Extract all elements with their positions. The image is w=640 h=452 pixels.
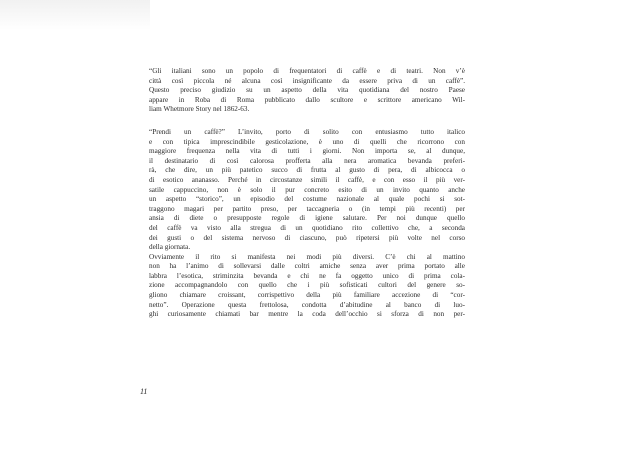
text-line: ansia di diete o presupposte regole di igiene salutare. Per noi dunque quello [149, 214, 465, 223]
text-line: di esotico ananasso. Perché in circostanze simili il caffè, e con esso il più ver- [149, 175, 465, 184]
page-number: 11 [140, 387, 148, 396]
text-line: della giornata. [149, 243, 191, 252]
text-line: satile cappuccino, non è solo il pur concreto esito di un invito quanto anche [149, 185, 465, 194]
body-text [140, 67, 465, 320]
text-line: gliono chiamare croissant, corrispettivo della più familiare accezione di “cor- [149, 291, 465, 300]
text-line: e con tipica imprescindibile gesticolazione, è uno di quelli che ricorrono con [149, 137, 465, 146]
paragraph-spacer [140, 115, 465, 128]
paragraph-2 [140, 128, 465, 253]
text-line: traggono magari per partito preso, per taccagneria o (in tempi più recenti) per [149, 204, 465, 213]
text-line: ghi curiosamente chiamati bar mentre la coda dell’occhio si sforza di non per- [149, 310, 465, 319]
paragraph-3 [140, 253, 465, 320]
scan-smudge [0, 0, 150, 30]
text-line: Ovviamente il rito si manifesta nei modi più diversi. C’è chi al mattino [149, 252, 465, 261]
text-line: del caffè va visto alla stregua di un quotidiano rito collettivo che, a seconda [149, 223, 465, 232]
text-line: “Prendi un caffè?” L’invito, porto di solito con entusiasmo tutto italico [149, 127, 465, 136]
text-line: Questo preciso giudizio su un aspetto della vita quotidiana del nostro Paese [149, 86, 465, 95]
text-line: appare in Roba di Roma pubblicato dallo scultore e scrittore americano Wil- [149, 95, 465, 104]
text-line: il destinatario di così calorosa profferta alla nera aromatica bevanda preferi- [149, 156, 465, 165]
text-line: zione accompagnandolo con quello che i più sofisticati cultori del genere so- [149, 281, 465, 290]
text-line: labbra l’esotica, striminzita bevanda e chi ne fa oggetto unico di prima cola- [149, 271, 465, 280]
text-line: liam Whetmore Story nel 1862-63. [149, 105, 250, 114]
paragraph-1 [140, 67, 465, 115]
text-line: dei gusti o del sistema nervoso di ciascuno, può ripetersi più volte nel corso [149, 233, 465, 242]
text-line: città così piccola né alcuna così insignificante da essere priva di un caffè”. [149, 76, 465, 85]
text-line: un aspetto “storico”, un episodio del costume nazionale al quale pochi si sot- [149, 195, 465, 204]
text-line: non ha l’animo di sollevarsi dalle coltri amiche senza aver prima portato alle [149, 262, 465, 271]
text-line: maggiore frequenza nella vita di tutti i giorni. Non importa se, al dunque, [149, 147, 465, 156]
text-line: rà, che dire, un più patetico succo di frutta al gusto di pera, di albicocca o [149, 166, 465, 175]
text-line: netto”. Operazione questa frettolosa, condotta d’abitudine al banco di luo- [149, 300, 465, 309]
text-line: “Gli italiani sono un popolo di frequentatori di caffè e di teatri. Non v’è [149, 67, 465, 75]
